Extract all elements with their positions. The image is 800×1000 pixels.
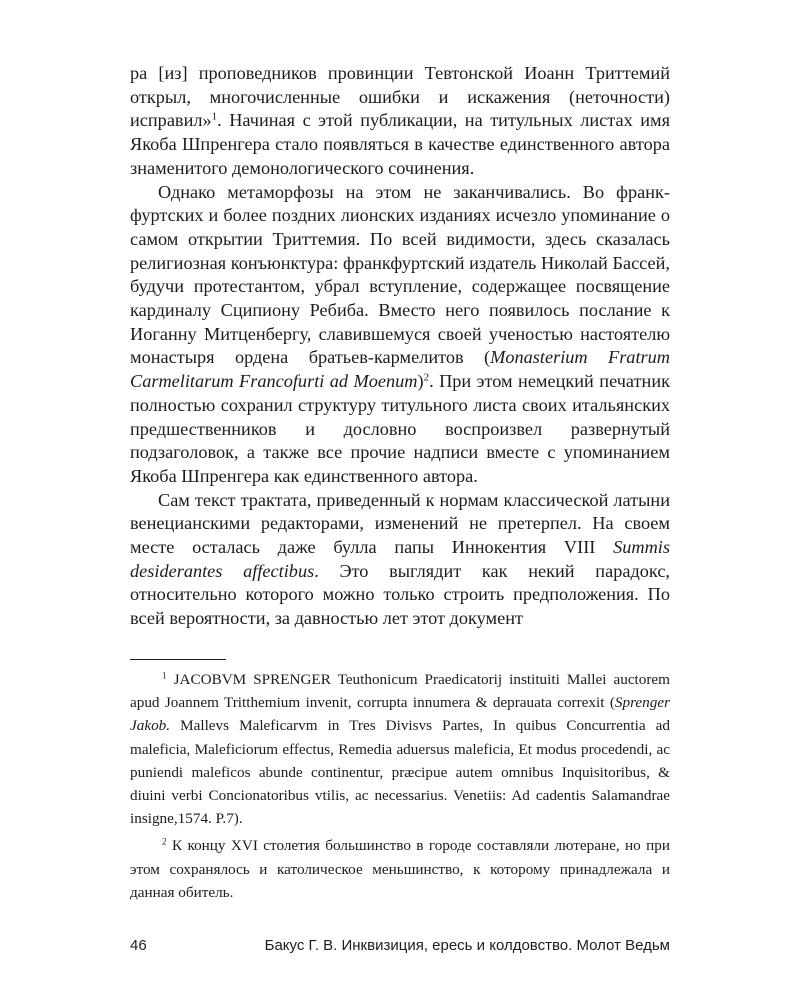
running-title: Бакус Г. В. Инквизиция, ересь и колдовство. Молот Ведьм — [264, 937, 670, 954]
paragraph — [130, 62, 670, 181]
footnotes — [130, 668, 670, 904]
text-run: Однако метаморфозы на этом не заканчивались. Во франкфуртских и более поздних лионских изданиях исчезло упоминание о самом открытии Триттемия. По всей видимости, здесь сказалась религиозная конъюнктура: франкфуртский издатель Николай Бассей, будучи протестантом, убрал вступление, содержащее посвящение кардиналу Сципиону Ребиба. Вместо него появилось послание к Иоганну Митценбергу, славившемуся своей ученостью настоятелю монастыря ордена братьев-кармелитов ( — [130, 181, 670, 368]
italic-run: Monasterium Fratrum Carmelitarum Francofurti ad Moenum — [130, 347, 670, 392]
footnote-ref: 1 — [211, 110, 218, 123]
main-text — [130, 62, 670, 631]
footnote-ref: 1 — [162, 670, 167, 681]
footnote-ref: 2 — [423, 371, 430, 384]
text-run: ) — [417, 371, 424, 392]
footnote — [130, 668, 670, 830]
text-run: JACOBVM SPRENGER Teuthonicum Praedicatorij instituiti Mallei auctorem apud Joannem Tritthemium invenit, corrupta innumera & deprauata correxit ( — [130, 671, 670, 712]
text-run: . При этом немецкий печатник полностью сохранил структуру титульного листа своих итальянских предшественников и дословно воспроизвел развернутый подзаголовок, а также все прочие надписи вместе с упоминанием Якоба Шпренгера как единственного автора. — [130, 371, 670, 486]
text-run: . Это выглядит как некий парадокс, относительно которого можно только строить предположения. По всей вероятности, за давностью лет этот документ — [130, 560, 670, 629]
paragraph — [130, 181, 670, 489]
italic-run: Sprenger Jakob. — [130, 694, 670, 735]
footnote-separator — [130, 659, 226, 660]
footnote-ref: 2 — [162, 836, 167, 847]
text-run: Сам текст трактата, приведенный к нормам классической латыни венецианскими редакторами, изменений не претерпел. На своем месте осталась даже булла папы Иннокентия VIII — [130, 489, 670, 558]
text-run: Mallevs Maleficarvm in Tres Divisvs Partes, In quibus Concurrentia ad maleficia, Maleficiorum effectus, Remedia aduersus maleficia, Et modus procedendi, ac puniendi maleficos abunde continentur, præcipue autem omnibus Inquisitoribus, & diuini verbi Concionatoribus vtilis, ac necessarius. Venetiis: Ad cadentis Salamandrae insigne,1574. P.7). — [130, 717, 670, 828]
text-run: К концу XVI столетия большинство в городе составляли лютеране, но при этом сохранялось и католическое меньшинство, к которому принадлежала и данная обитель. — [130, 837, 670, 901]
footnote — [130, 834, 670, 904]
text-run: ра [из] проповедников провинции Тевтонской Иоанн Триттемий открыл, многочисленные ошибки и искажения (неточности) исправил» — [130, 63, 670, 131]
italic-run: Summis desiderantes affectibus — [130, 537, 670, 581]
page-number: 46 — [130, 937, 147, 954]
paragraph — [130, 489, 670, 631]
text-run: . Начиная с этой публикации, на титульных листах имя Якоба Шпренгера стало появляться в качестве единственного автора знаменитого демонологического сочинения. — [130, 110, 670, 178]
